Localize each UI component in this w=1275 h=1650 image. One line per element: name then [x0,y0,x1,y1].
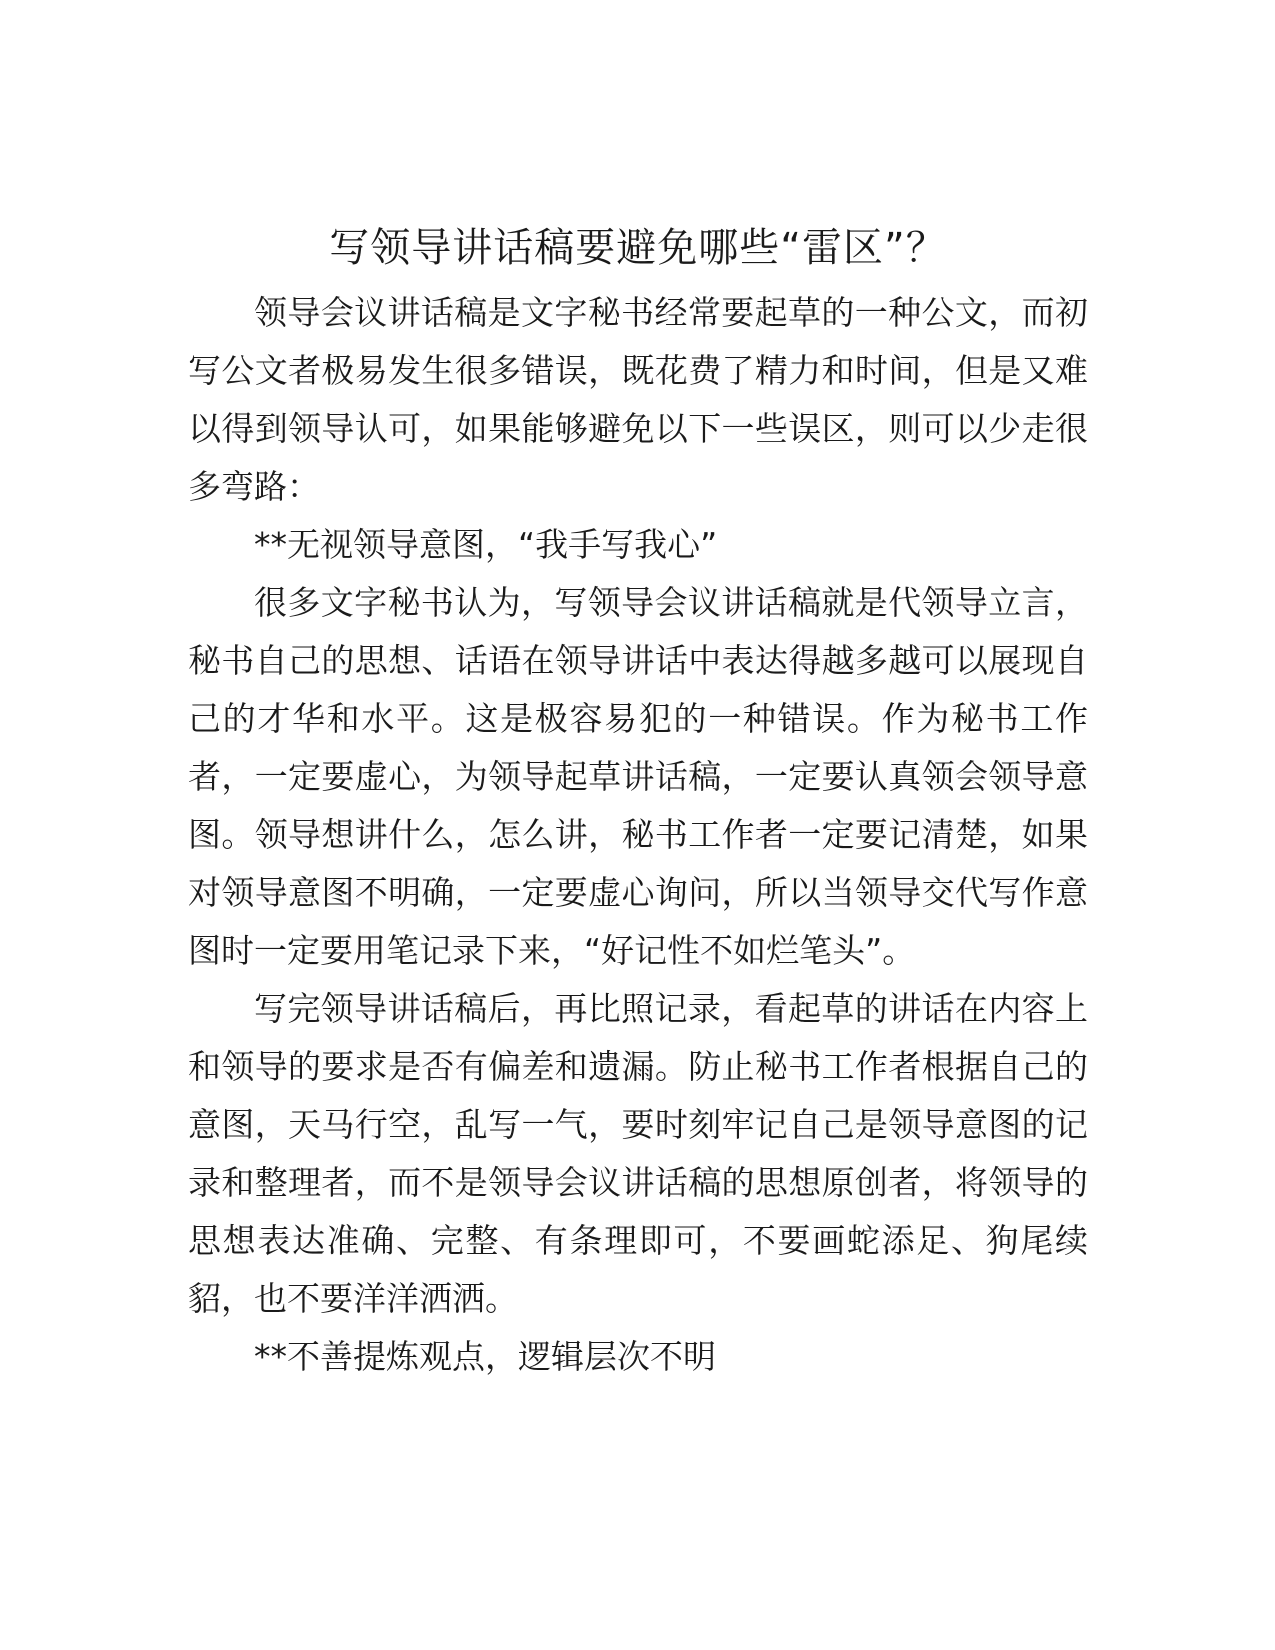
paragraph-body-2: 写完领导讲话稿后，再比照记录，看起草的讲话在内容上和领导的要求是否有偏差和遗漏。防止秘书工作者根据自己的意图，天马行空，乱写一气，要时刻牢记自己是领导意图的记录和整理者，而不是领导会议讲话稿的思想原创者，将领导的思想表达准确、完整、有条理即可，不要画蛇添足、狗尾续貂，也不要洋洋洒洒。 [188,989,1088,1318]
document-body [188,218,1088,1386]
section-heading-1: **无视领导意图，“我手写我心” [254,525,718,564]
paragraph-body-1: 很多文字秘书认为，写领导会议讲话稿就是代领导立言，秘书自己的思想、话语在领导讲话中表达得越多越可以展现自己的才华和水平。这是极容易犯的一种错误。作为秘书工作者，一定要虚心，为领导起草讲话稿，一定要认真领会领导意图。领导想讲什么，怎么讲，秘书工作者一定要记清楚，如果对领导意图不明确，一定要虚心询问，所以当领导交代写作意图时一定要用笔记录下来，“好记性不如烂笔头”。 [188,583,1088,970]
document-title: 写领导讲话稿要避免哪些“雷区”？ [329,225,947,271]
section-heading-2: **不善提炼观点，逻辑层次不明 [254,1337,716,1376]
paragraph-intro: 领导会议讲话稿是文字秘书经常要起草的一种公文，而初写公文者极易发生很多错误，既花费了精力和时间，但是又难以得到领导认可，如果能够避免以下一些误区，则可以少走很多弯路： [188,293,1088,506]
